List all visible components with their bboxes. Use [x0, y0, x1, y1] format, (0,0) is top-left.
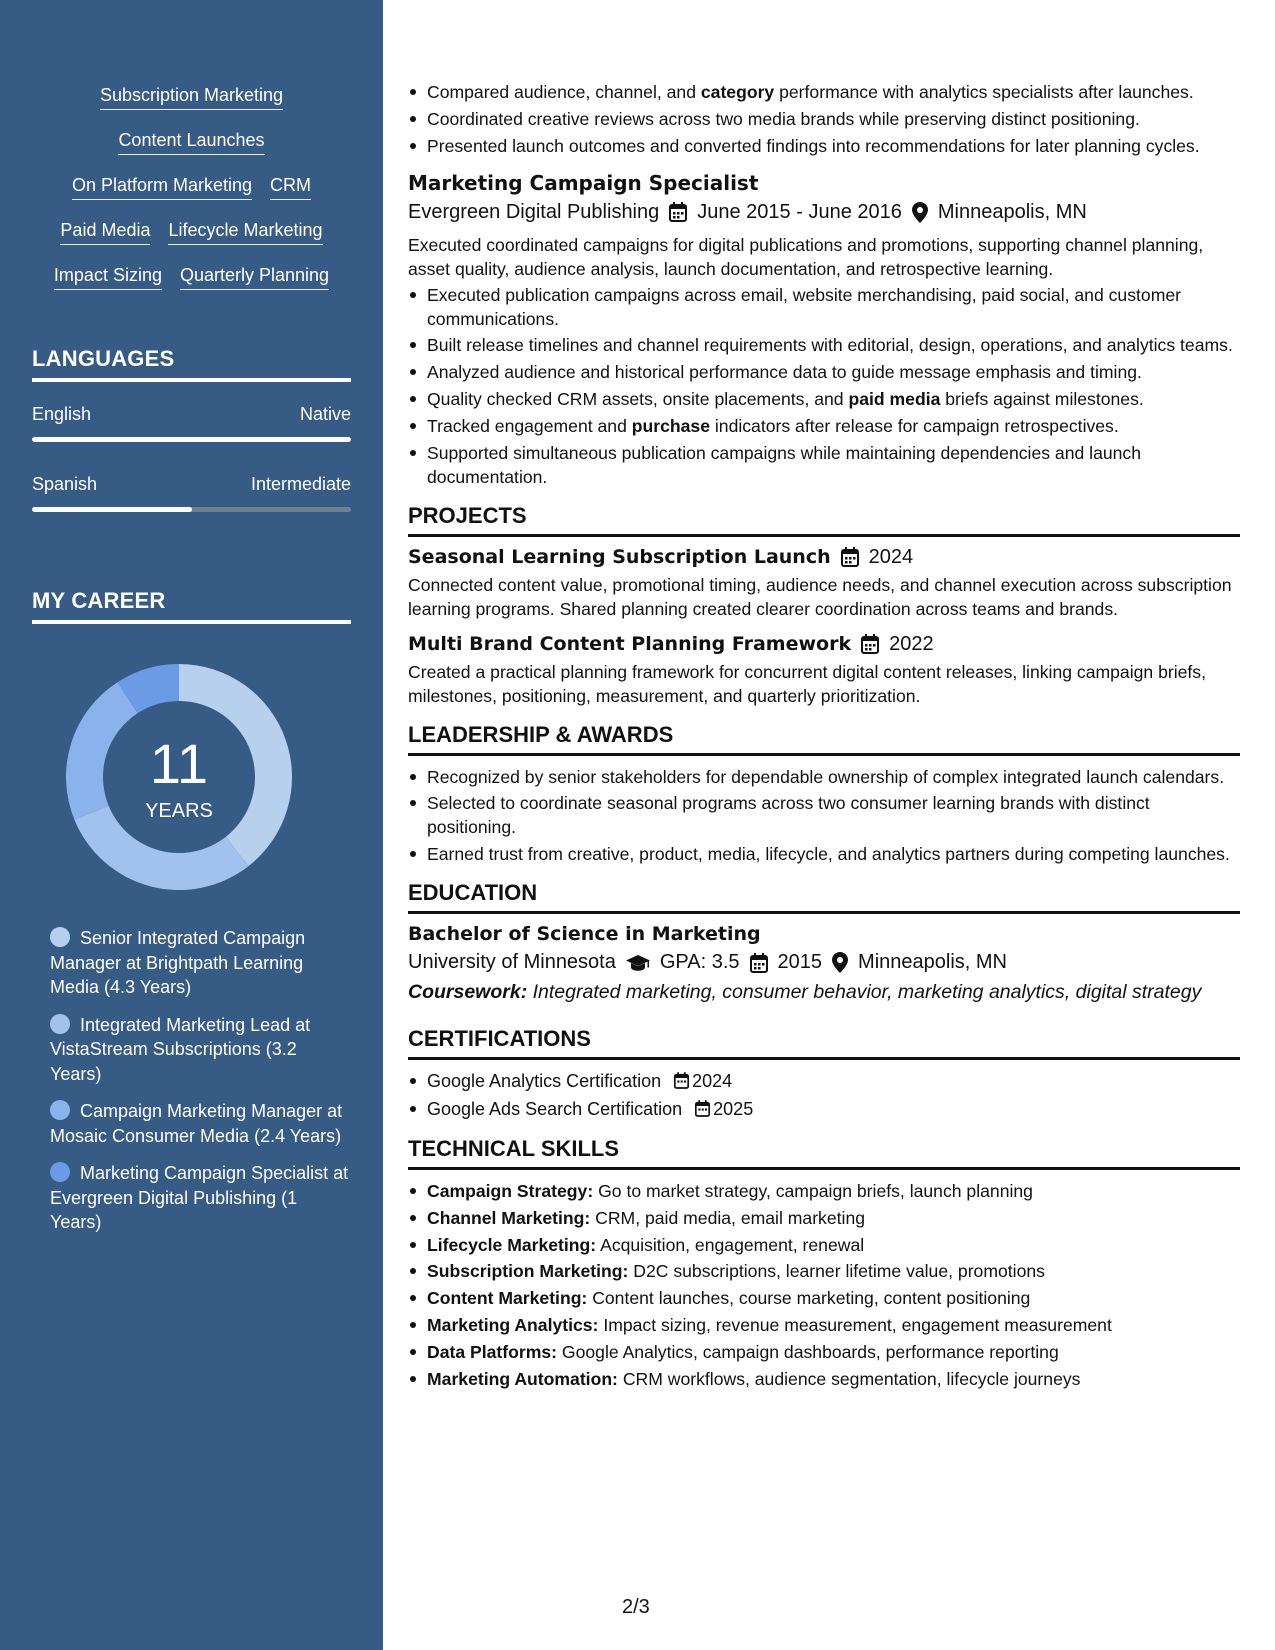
bullet-item: Executed publication campaigns across email, website merchandising, paid social, and customer communications. [408, 283, 1240, 331]
school-location: Minneapolis, MN [858, 951, 1007, 974]
language-level: Native [299, 404, 351, 424]
technical-skill-item: Campaign Strategy: Go to market strategy, campaign briefs, launch planning [408, 1179, 1240, 1203]
leadership-list [408, 765, 1240, 867]
calendar-icon [695, 1100, 710, 1117]
education-heading: EDUCATION [408, 880, 1240, 914]
bullet-item: Presented launch outcomes and converted findings into recommendations for later planning cycles. [408, 134, 1240, 158]
sidebar [0, 0, 383, 1650]
language-bar-fill [32, 507, 192, 512]
bullet-item: Compared audience, channel, and category performance with analytics specialists after launches. [408, 80, 1240, 104]
skill-tag: CRM [270, 174, 311, 200]
calendar-icon [669, 202, 687, 222]
skills-cloud [32, 84, 351, 309]
career-years-unit: YEARS [145, 800, 213, 822]
skill-tag: Quarterly Planning [180, 264, 329, 290]
school-name: University of Minnesota [408, 951, 616, 974]
project-item [408, 633, 1240, 708]
technical-skill-item: Channel Marketing: CRM, paid media, email marketing [408, 1206, 1240, 1230]
project-year: 2022 [889, 632, 934, 655]
calendar-icon [841, 547, 859, 567]
bullet-item: Supported simultaneous publication campaigns while maintaining dependencies and launch documentation. [408, 441, 1240, 489]
coursework: Coursework: Integrated marketing, consumer behavior, marketing analytics, digital strategy [408, 981, 1202, 1004]
language-spanish [32, 474, 351, 512]
skill-tag: Impact Sizing [54, 264, 162, 290]
technical-skill-item: Lifecycle Marketing: Acquisition, engagement, renewal [408, 1233, 1240, 1257]
job-title: Marketing Campaign Specialist [408, 170, 759, 195]
previous-job-bullets [408, 80, 1240, 158]
technical-skill-item: Content Marketing: Content launches, course marketing, content positioning [408, 1286, 1240, 1310]
degree-title: Bachelor of Science in Marketing [408, 923, 761, 946]
language-english [32, 404, 351, 442]
skill-row [32, 174, 351, 219]
legend-dot-icon [50, 927, 70, 947]
career-total-years: 11 [149, 732, 209, 795]
leadership-heading: LEADERSHIP & AWARDS [408, 722, 1240, 756]
location-pin-icon [912, 202, 928, 223]
page-number: 2/3 [622, 1596, 650, 1618]
skill-tag: Subscription Marketing [100, 84, 283, 110]
project-description: Connected content value, promotional timing, audience needs, and channel execution across subscription learning programs. Shared planning created clearer coordination across teams and brands. [408, 574, 1232, 619]
donut-segment [66, 682, 138, 820]
career-heading: MY CAREER [32, 588, 351, 624]
language-level: Intermediate [250, 474, 351, 494]
technical-skill-item: Subscription Marketing: D2C subscriptions, learner lifetime value, promotions [408, 1259, 1240, 1283]
bullet-item: Tracked engagement and purchase indicators after release for campaign retrospectives. [408, 414, 1240, 438]
career-legend [50, 926, 350, 1248]
skill-row [32, 219, 351, 264]
certifications-list [408, 1069, 1240, 1122]
language-bar [32, 437, 351, 442]
bullet-item: Earned trust from creative, product, media, lifecycle, and analytics partners during competing launches. [408, 842, 1240, 866]
language-name: English [32, 404, 92, 424]
projects-heading: PROJECTS [408, 503, 1240, 537]
skill-tag: Content Launches [118, 129, 264, 155]
skill-row [32, 129, 351, 174]
calendar-icon [674, 1072, 689, 1089]
career-donut-chart [66, 664, 292, 890]
job-location: Minneapolis, MN [937, 200, 1087, 223]
bullet-item: Built release timelines and channel requirements with editorial, design, operations, and analytics teams. [408, 333, 1240, 357]
legend-dot-icon [50, 1014, 70, 1034]
job-meta [408, 201, 1240, 224]
project-title: Seasonal Learning Subscription Launch [408, 546, 831, 569]
graduation-year: 2015 [777, 951, 823, 974]
project-title: Multi Brand Content Planning Framework [408, 633, 852, 656]
project-year: 2024 [868, 545, 914, 568]
career-item: Campaign Marketing Manager at Mosaic Consumer Media (2.4 Years) [50, 1101, 343, 1146]
education-meta [408, 951, 1240, 974]
technical-skills-heading: TECHNICAL SKILLS [408, 1136, 1240, 1170]
language-bar [32, 507, 351, 512]
location-pin-icon [832, 952, 848, 973]
project-description: Created a practical planning framework for concurrent digital content releases, linking campaign briefs, milestones, positioning, measurement, and quarterly prioritization. [408, 661, 1206, 706]
language-name: Spanish [32, 474, 98, 494]
calendar-icon [750, 953, 768, 973]
bullet-item: Coordinated creative reviews across two media brands while preserving distinct positioning. [408, 107, 1240, 131]
gpa: GPA: 3.5 [659, 951, 740, 974]
career-item: Marketing Campaign Specialist at Evergreen Digital Publishing (1 Years) [50, 1163, 349, 1232]
legend-dot-icon [50, 1162, 70, 1182]
company-name: Evergreen Digital Publishing [408, 200, 660, 223]
skill-tag: On Platform Marketing [72, 174, 252, 200]
career-item: Integrated Marketing Lead at VistaStream Subscriptions (3.2 Years) [50, 1014, 311, 1084]
bullet-item: Recognized by senior stakeholders for dependable ownership of complex integrated launch calendars. [408, 765, 1240, 789]
job-dates: June 2015 - June 2016 [697, 200, 902, 223]
skill-row [32, 264, 351, 309]
skill-row [32, 84, 351, 129]
project-item [408, 546, 1240, 621]
job-bullets [408, 283, 1240, 489]
bullet-item: Selected to coordinate seasonal programs across two consumer learning brands with distinct positioning. [408, 791, 1240, 839]
technical-skill-item: Marketing Analytics: Impact sizing, revenue measurement, engagement measurement [408, 1313, 1240, 1337]
graduation-cap-icon [626, 954, 650, 972]
skill-tag: Lifecycle Marketing [168, 219, 322, 245]
career-item: Senior Integrated Campaign Manager at Brightpath Learning Media (4.3 Years) [50, 928, 306, 997]
bullet-item: Analyzed audience and historical performance data to guide message emphasis and timing. [408, 360, 1240, 384]
skill-tag: Paid Media [60, 219, 150, 245]
legend-dot-icon [50, 1100, 70, 1120]
main-content [408, 80, 1240, 1393]
certification-item: Google Analytics Certification 2024 [408, 1069, 1240, 1094]
technical-skill-item: Marketing Automation: CRM workflows, audience segmentation, lifecycle journeys [408, 1367, 1240, 1391]
language-bar-fill [32, 437, 351, 442]
calendar-icon [861, 634, 879, 654]
certification-item: Google Ads Search Certification 2025 [408, 1097, 1240, 1122]
languages-heading: LANGUAGES [32, 346, 351, 382]
technical-skills-list [408, 1179, 1240, 1391]
bullet-item: Quality checked CRM assets, onsite placements, and paid media briefs against milestones. [408, 387, 1240, 411]
technical-skill-item: Data Platforms: Google Analytics, campaign dashboards, performance reporting [408, 1340, 1240, 1364]
job-summary: Executed coordinated campaigns for digital publications and promotions, supporting channel planning, asset quality, audience analysis, launch documentation, and retrospective learning. [408, 234, 1204, 279]
certifications-heading: CERTIFICATIONS [408, 1026, 1240, 1060]
